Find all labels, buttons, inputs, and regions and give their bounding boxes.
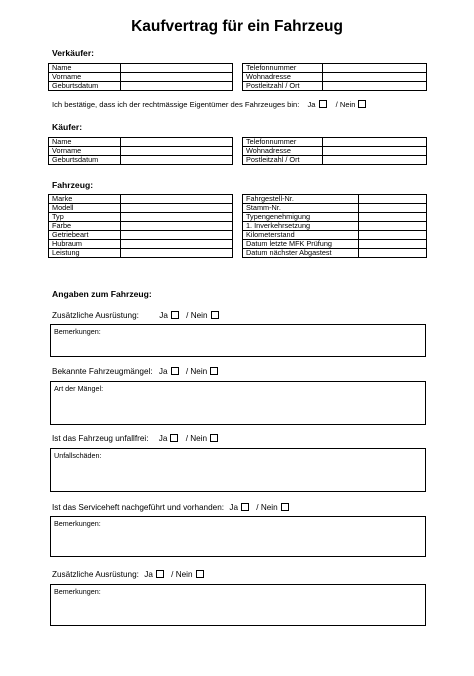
nein-label: / Nein bbox=[185, 367, 208, 376]
field-input[interactable] bbox=[121, 138, 233, 147]
table-row bbox=[243, 64, 427, 73]
table-row bbox=[243, 82, 427, 91]
field-label: Stamm-Nr. bbox=[243, 204, 359, 213]
field-label: Geburtsdatum bbox=[49, 156, 121, 165]
field-label: Vorname bbox=[49, 147, 121, 156]
field-label: Typengenehmigung bbox=[243, 213, 359, 222]
document-title: Kaufvertrag für ein Fahrzeug bbox=[131, 18, 343, 35]
field-input[interactable] bbox=[359, 240, 427, 249]
question-label: Zusätzliche Ausrüstung: bbox=[52, 311, 139, 320]
field-input[interactable] bbox=[323, 138, 427, 147]
section-heading-angaben: Angaben zum Fahrzeug: bbox=[52, 289, 152, 299]
field-label: Getriebeart bbox=[49, 231, 121, 240]
field-label: Name bbox=[49, 64, 121, 73]
nein-checkbox[interactable] bbox=[210, 367, 218, 375]
field-input[interactable] bbox=[323, 64, 427, 73]
owner-confirmation-text: Ich bestätige, dass ich der rechtmässige Eigentümer des Fahrzeuges bin: bbox=[52, 100, 300, 109]
field-label: Typ bbox=[49, 213, 121, 222]
field-input[interactable] bbox=[359, 195, 427, 204]
field-label: Telefonnummer bbox=[243, 64, 323, 73]
field-input[interactable] bbox=[359, 249, 427, 258]
table-row bbox=[243, 138, 427, 147]
field-label: Marke bbox=[49, 195, 121, 204]
field-input[interactable] bbox=[121, 222, 233, 231]
field-input[interactable] bbox=[121, 240, 233, 249]
field-label: Modell bbox=[49, 204, 121, 213]
question-unfallfrei bbox=[52, 434, 219, 443]
ja-checkbox[interactable] bbox=[319, 100, 327, 108]
box-label: Bemerkungen: bbox=[54, 519, 101, 528]
field-label: 1. Inverkehrsetzung bbox=[243, 222, 359, 231]
field-label: Fahrgestell-Nr. bbox=[243, 195, 359, 204]
field-input[interactable] bbox=[359, 204, 427, 213]
section-heading-verkaeufer: Verkäufer: bbox=[52, 48, 95, 58]
section-heading-fahrzeug: Fahrzeug: bbox=[52, 180, 94, 190]
bemerkungen-textbox[interactable] bbox=[50, 324, 426, 357]
field-label: Farbe bbox=[49, 222, 121, 231]
field-input[interactable] bbox=[323, 147, 427, 156]
field-input[interactable] bbox=[121, 195, 233, 204]
box-label: Art der Mängel: bbox=[54, 384, 104, 393]
field-label: Hubraum bbox=[49, 240, 121, 249]
table-row bbox=[49, 73, 233, 82]
question-label: Zusätzliche Ausrüstung: bbox=[52, 570, 139, 579]
ja-label: Ja bbox=[144, 570, 153, 579]
field-input[interactable] bbox=[121, 213, 233, 222]
nein-checkbox[interactable] bbox=[196, 570, 204, 578]
table-row bbox=[49, 64, 233, 73]
nein-checkbox[interactable] bbox=[358, 100, 366, 108]
table-row bbox=[243, 204, 427, 213]
field-input[interactable] bbox=[323, 73, 427, 82]
nein-checkbox[interactable] bbox=[281, 503, 289, 511]
table-row bbox=[49, 138, 233, 147]
fahrzeug-right-table bbox=[242, 194, 427, 258]
table-row bbox=[49, 231, 233, 240]
field-label: Vorname bbox=[49, 73, 121, 82]
ja-label: Ja bbox=[158, 434, 168, 443]
ja-checkbox[interactable] bbox=[171, 367, 179, 375]
verkaeufer-left-table bbox=[48, 63, 233, 91]
field-input[interactable] bbox=[121, 204, 233, 213]
ja-checkbox[interactable] bbox=[170, 434, 178, 442]
question-zusaetzliche-ausruestung bbox=[52, 311, 220, 320]
table-row bbox=[49, 147, 233, 156]
kaeufer-right-table bbox=[242, 137, 427, 165]
verkaeufer-right-table bbox=[242, 63, 427, 91]
field-input[interactable] bbox=[121, 147, 233, 156]
field-input[interactable] bbox=[121, 73, 233, 82]
field-label: Leistung bbox=[49, 249, 121, 258]
question-label: Ist das Serviceheft nachgeführt und vorhanden: bbox=[52, 503, 225, 512]
nein-checkbox[interactable] bbox=[211, 311, 219, 319]
nein-label: / Nein bbox=[186, 311, 208, 320]
ja-checkbox[interactable] bbox=[171, 311, 179, 319]
ja-checkbox[interactable] bbox=[241, 503, 249, 511]
nein-label: / Nein bbox=[171, 570, 193, 579]
field-label: Telefonnummer bbox=[243, 138, 323, 147]
kaeufer-left-table bbox=[48, 137, 233, 165]
table-row bbox=[49, 222, 233, 231]
field-label: Postleitzahl / Ort bbox=[243, 82, 323, 91]
owner-confirmation-line bbox=[52, 100, 367, 109]
table-row bbox=[243, 222, 427, 231]
table-row bbox=[243, 249, 427, 258]
table-row bbox=[49, 240, 233, 249]
ja-label: Ja bbox=[229, 503, 238, 512]
question-label: Bekannte Fahrzeugmängel: bbox=[52, 367, 153, 376]
table-row bbox=[49, 213, 233, 222]
field-label: Name bbox=[49, 138, 121, 147]
field-input[interactable] bbox=[121, 156, 233, 165]
fahrzeug-left-table bbox=[48, 194, 233, 258]
field-input[interactable] bbox=[359, 222, 427, 231]
box-label: Unfallschäden: bbox=[54, 451, 102, 460]
table-row bbox=[49, 204, 233, 213]
nein-label: / Nein bbox=[335, 100, 356, 109]
art-der-maengel-textbox[interactable] bbox=[50, 381, 426, 425]
field-label: Datum nächster Abgastest bbox=[243, 249, 359, 258]
ja-label: Ja bbox=[159, 311, 168, 320]
question-serviceheft bbox=[52, 503, 290, 512]
section-heading-kaeufer: Käufer: bbox=[52, 122, 83, 132]
table-row bbox=[243, 240, 427, 249]
field-label: Datum letzte MFK Prüfung bbox=[243, 240, 359, 249]
field-input[interactable] bbox=[323, 82, 427, 91]
field-label: Postleitzahl / Ort bbox=[243, 156, 323, 165]
table-row bbox=[243, 156, 427, 165]
table-row bbox=[49, 195, 233, 204]
question-label: Ist das Fahrzeug unfallfrei: bbox=[52, 434, 149, 443]
unfallschaeden-textbox[interactable] bbox=[50, 448, 426, 492]
table-row bbox=[243, 231, 427, 240]
field-input[interactable] bbox=[121, 249, 233, 258]
field-input[interactable] bbox=[359, 213, 427, 222]
bemerkungen-textbox[interactable] bbox=[50, 516, 426, 557]
question-fahrzeugmaengel bbox=[52, 367, 219, 376]
box-label: Bemerkungen: bbox=[54, 327, 101, 336]
field-input[interactable] bbox=[121, 64, 233, 73]
table-row bbox=[49, 249, 233, 258]
table-row bbox=[243, 213, 427, 222]
ja-label: Ja bbox=[307, 100, 316, 109]
ja-checkbox[interactable] bbox=[156, 570, 164, 578]
field-label: Wohnadresse bbox=[243, 73, 323, 82]
question-zusaetzliche-ausruestung-2 bbox=[52, 570, 205, 579]
field-input[interactable] bbox=[121, 82, 233, 91]
ja-label: Ja bbox=[158, 367, 168, 376]
nein-label: / Nein bbox=[185, 434, 208, 443]
table-row bbox=[49, 82, 233, 91]
field-input[interactable] bbox=[121, 231, 233, 240]
field-label: Geburtsdatum bbox=[49, 82, 121, 91]
box-label: Bemerkungen: bbox=[54, 587, 101, 596]
nein-checkbox[interactable] bbox=[210, 434, 218, 442]
field-input[interactable] bbox=[359, 231, 427, 240]
nein-label: / Nein bbox=[256, 503, 278, 512]
table-row bbox=[243, 147, 427, 156]
table-row bbox=[49, 156, 233, 165]
table-row bbox=[243, 73, 427, 82]
bemerkungen-textbox[interactable] bbox=[50, 584, 426, 626]
field-label: Wohnadresse bbox=[243, 147, 323, 156]
table-row bbox=[243, 195, 427, 204]
field-label: Kilometerstand bbox=[243, 231, 359, 240]
field-input[interactable] bbox=[323, 156, 427, 165]
